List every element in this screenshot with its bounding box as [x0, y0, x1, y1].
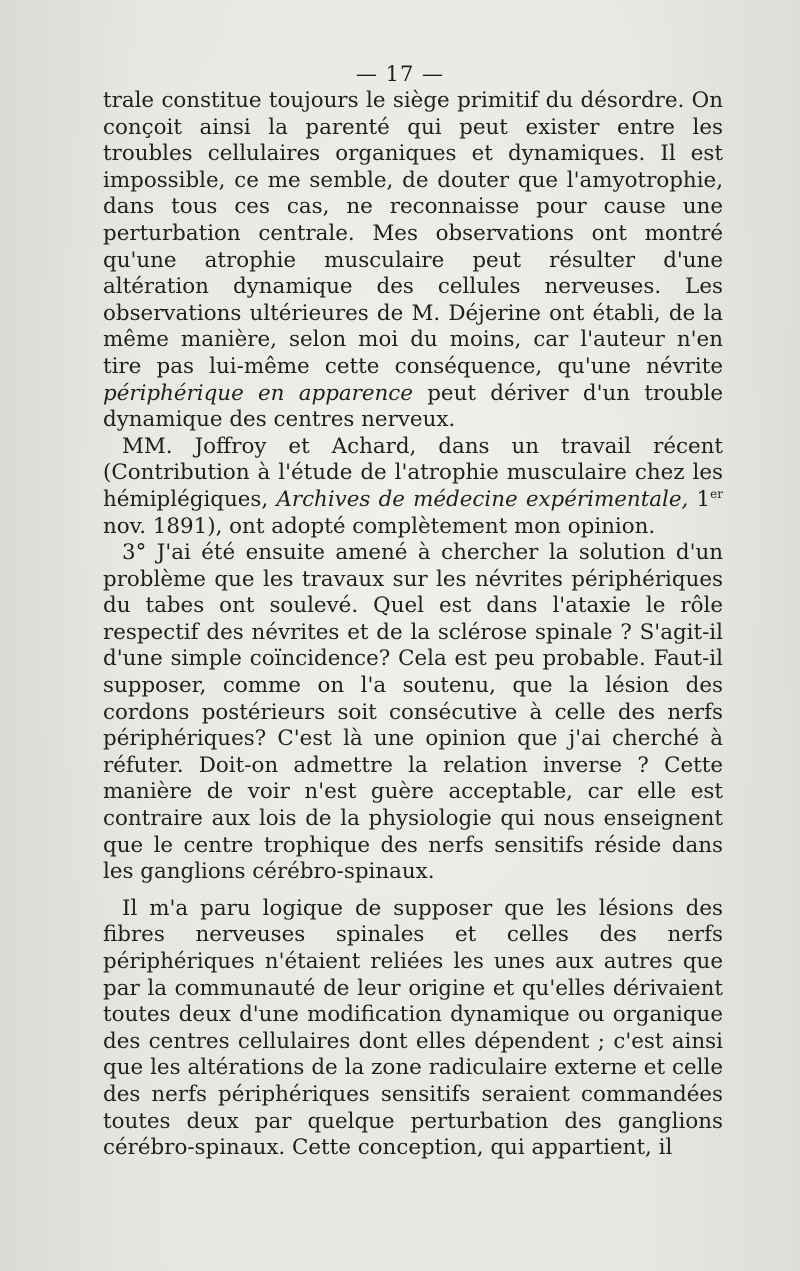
paragraph-3 [103, 540, 723, 886]
page-number: — 17 — [355, 62, 445, 86]
paragraph-2-ordinal-sup: er [710, 486, 723, 501]
paragraph-4 [103, 896, 723, 1162]
paragraph-4-text: Il m'a paru logique de supposer que les lésions des fibres nerveuses spinales et celles des nerfs périphériques n'étaient reliées les unes aux autres que par la communauté de leur origine et qu'elles dérivaient toutes deux d'une modification dynamique ou organique des centres cellulaires dont elles dépendent ; c'est ainsi que les altérations de la zone radiculaire externe et celle des nerfs périphériques sensitifs seraient commandées toutes deux par quelque perturbation des ganglions cérébro-spinaux. Cette conception, qui appartient, il [103, 895, 723, 1161]
body-text [103, 88, 723, 1162]
paragraph-1-italic: périphérique en apparence [103, 380, 413, 406]
paragraph-1-text: trale constitue toujours le siège primitif du désordre. On conçoit ainsi la parenté qui peut exister entre les troubles cellulaires organiques et dynamiques. Il est impossible, ce me semble, de douter que l'amyotrophie, dans tous ces cas, ne reconnaisse pour cause une perturbation centrale. Mes observations ont montré qu'une atrophie musculaire peut résulter d'une altération dynamique des cellules nerveuses. Les observations ultérieures de M. Déjerine ont établi, de la même manière, selon moi du moins, car l'auteur n'en tire pas lui-même cette conséquence, qu'une névrite [103, 88, 723, 379]
paragraph-2-italic: Archives de médecine expérimentale, [276, 486, 689, 512]
paragraph-1-after: peut dériver d'un trouble dynamique des centres nerveux. [103, 380, 724, 433]
paragraph-2-after: nov. 1891), ont adopté complètement mon opinion. [103, 513, 656, 539]
paragraph-2 [103, 434, 723, 540]
paragraph-2-before: MM. Joffroy et Achard, dans un travail récent (Contribution à l'étude de l'atrophie musculaire chez les hémiplégiques, [103, 433, 723, 512]
paragraph-2-ordinal: 1 [696, 486, 711, 512]
paragraph-3-text: 3° J'ai été ensuite amené à chercher la solution d'un problème que les travaux sur les névrites périphériques du tabes ont soulevé. Quel est dans l'ataxie le rôle respectif des névrites et de la sclérose spinale ? S'agit-il d'une simple coïncidence? Cela est peu probable. Faut-il supposer, comme on l'a soutenu, que la lésion des cordons postérieurs soit consécutive à celle des nerfs périphériques? C'est là une opinion que j'ai cherché à réfuter. Doit-on admettre la relation inverse ? Cette manière de voir n'est guère acceptable, car elle est contraire aux lois de la physiologie qui nous enseignent que le centre trophique des nerfs sensitifs réside dans les ganglions cérébro-spinaux. [103, 540, 723, 885]
paragraph-1 [103, 88, 723, 434]
